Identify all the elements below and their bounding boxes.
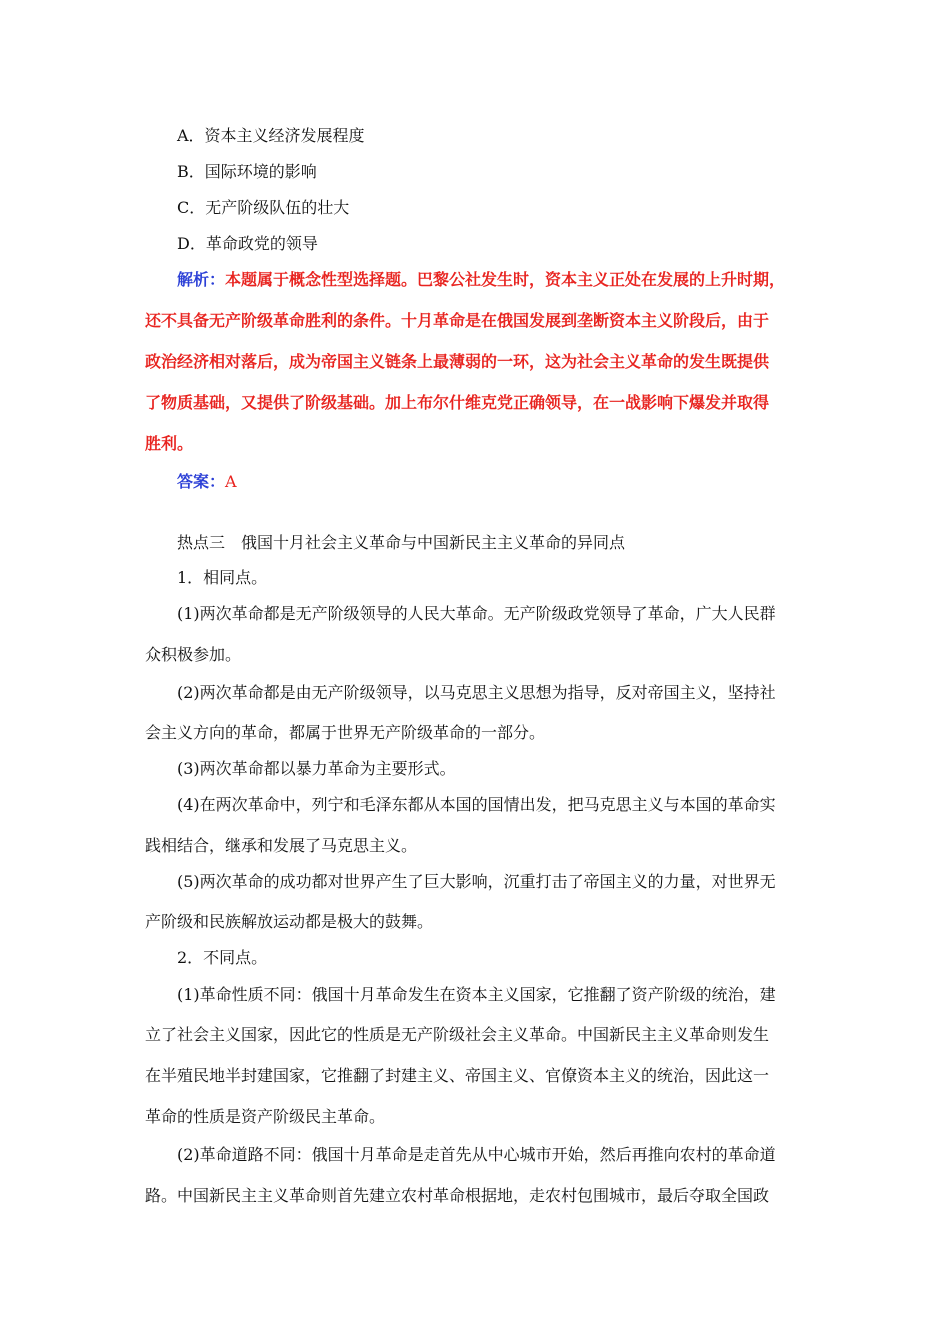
different-heading: 2．不同点。 <box>177 948 268 967</box>
similar-item-line: (1)两次革命都是无产阶级领导的人民大革命。无产阶级政党领导了革命，广大人民群 <box>177 604 776 623</box>
answer <box>177 472 237 492</box>
similar-item-line: (3)两次革命都以暴力革命为主要形式。 <box>177 759 456 778</box>
similar-item-line: 会主义方向的革命，都属于世界无产阶级革命的一部分。 <box>145 723 546 742</box>
different-item-line: 路。中国新民主主义革命则首先建立农村革命根据地，走农村包围城市，最后夺取全国政 <box>145 1186 770 1205</box>
different-item-line: (2)革命道路不同：俄国十月革命是走首先从中心城市开始，然后再推向农村的革命道 <box>177 1145 776 1164</box>
analysis-line: 胜利。 <box>145 434 194 453</box>
option-c: C．无产阶级队伍的壮大 <box>177 198 350 217</box>
analysis-line: 政治经济相对落后，成为帝国主义链条上最薄弱的一环，这为社会主义革命的发生既提供 <box>145 352 770 371</box>
similar-item-line: 众积极参加。 <box>145 645 242 664</box>
different-item-line: 在半殖民地半封建国家，它推翻了封建主义、帝国主义、官僚资本主义的统治，因此这一 <box>145 1066 770 1085</box>
answer-value: A <box>225 472 237 491</box>
option-d: D．革命政党的领导 <box>177 234 318 253</box>
analysis-label: 解析： <box>177 270 226 289</box>
option-a: A．资本主义经济发展程度 <box>177 126 365 145</box>
similar-item-line: 践相结合，继承和发展了马克思主义。 <box>145 836 418 855</box>
different-item-line: 革命的性质是资产阶级民主革命。 <box>145 1107 386 1126</box>
different-item-line: 立了社会主义国家，因此它的性质是无产阶级社会主义革命。中国新民主主义革命则发生 <box>145 1025 770 1044</box>
similar-heading: 1．相同点。 <box>177 568 268 587</box>
analysis-line: 还不具备无产阶级革命胜利的条件。十月革命是在俄国发展到垄断资本主义阶段后，由于 <box>145 311 770 330</box>
different-item-line: (1)革命性质不同：俄国十月革命发生在资本主义国家，它推翻了资产阶级的统治，建 <box>177 985 776 1004</box>
similar-item-line: (5)两次革命的成功都对世界产生了巨大影响，沉重打击了帝国主义的力量，对世界无 <box>177 872 776 891</box>
similar-item-line: (2)两次革命都是由无产阶级领导，以马克思主义思想为指导，反对帝国主义，坚持社 <box>177 683 776 702</box>
analysis-line: 了物质基础，又提供了阶级基础。加上布尔什维克党正确领导，在一战影响下爆发并取得 <box>145 393 770 412</box>
similar-item-line: (4)在两次革命中，列宁和毛泽东都从本国的国情出发，把马克思主义与本国的革命实 <box>177 795 776 814</box>
answer-label: 答案： <box>177 472 226 491</box>
analysis-line <box>177 270 785 290</box>
analysis-text: 本题属于概念性型选择题。巴黎公社发生时，资本主义正处在发展的上升时期， <box>225 270 786 289</box>
option-b: B．国际环境的影响 <box>177 162 317 181</box>
hotspot-title: 热点三 俄国十月社会主义革命与中国新民主主义革命的异同点 <box>177 533 626 552</box>
similar-item-line: 产阶级和民族解放运动都是极大的鼓舞。 <box>145 912 434 931</box>
